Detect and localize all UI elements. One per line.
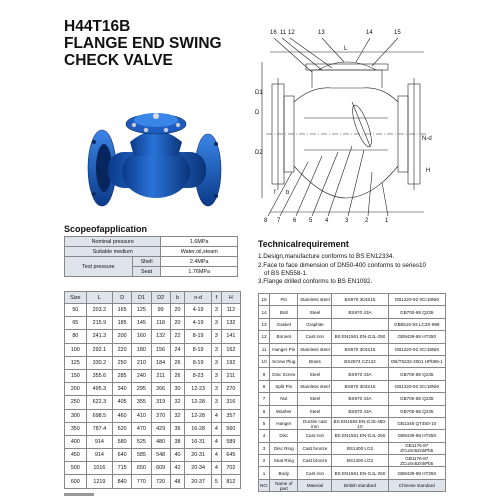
dimensions-cell: 914 [86, 435, 112, 448]
dimensions-cell: 32 [170, 396, 184, 409]
parts-cell: 15 [259, 294, 270, 306]
dimensions-cell: 4 [212, 449, 222, 462]
dimensions-cell: 560 [221, 422, 240, 435]
parts-cell: BS970 43A [332, 368, 388, 380]
parts-header-cell: Material [298, 479, 332, 491]
dimensions-cell: 840 [113, 475, 132, 488]
parts-cell: Disc Ring [270, 442, 298, 454]
dimensions-cell: 5 [212, 475, 222, 488]
parts-cell: BS EN1561 EN-GJL-250 [332, 331, 388, 343]
dimensions-body [65, 304, 241, 489]
parts-cell [332, 318, 388, 330]
dimensions-cell: 330.2 [86, 356, 112, 369]
dimensions-cell: 26 [170, 369, 184, 382]
parts-row [259, 318, 446, 330]
dimensions-cell: 600 [65, 475, 87, 488]
col-l: L [86, 292, 112, 304]
parts-cell: BS970 43A [332, 393, 388, 405]
dimensions-cell: 316 [221, 396, 240, 409]
dimensions-row [65, 475, 241, 488]
dimensions-cell: 250 [113, 356, 132, 369]
dimensions-cell: 3 [212, 330, 222, 343]
parts-cell: 2 [259, 455, 270, 467]
dimensions-cell: 156 [151, 343, 170, 356]
callout-13: 13 [318, 30, 325, 36]
dimensions-row [65, 396, 241, 409]
dimensions-cell: 4-19 [185, 304, 212, 317]
parts-cell: GB1220-92 0Cr18Ni9 [388, 343, 445, 355]
parts-cell: GB9439-88 HT250 [388, 430, 445, 442]
parts-cell: Ductile cast iron [298, 417, 332, 429]
parts-cell: Cast bronze [298, 442, 332, 454]
tech-line-1: 1.Design,manufacture conforms to BS EN12334. [258, 253, 395, 261]
dimensions-cell: 650 [132, 462, 151, 475]
parts-cell: Washer [270, 405, 298, 417]
dimensions-cell: 1219 [86, 475, 112, 488]
dimensions-cell: 12-28 [185, 409, 212, 422]
parts-cell: 12 [259, 331, 270, 343]
parts-cell: GB1176-87 ZCuSn5Zn5Pb5 [388, 442, 445, 454]
dimensions-cell: 145 [132, 317, 151, 330]
parts-cell: GB1348 QT450-10 [388, 417, 445, 429]
dimensions-cell: 165 [113, 304, 132, 317]
dim-label-b: b [286, 190, 290, 196]
dimensions-cell: 429 [151, 422, 170, 435]
dim-label-d1: D1 [255, 90, 263, 96]
parts-cell: Split Pin [270, 380, 298, 392]
parts-header-row [259, 479, 446, 491]
dimensions-row [65, 304, 241, 317]
dimensions-cell: 500 [65, 462, 87, 475]
scope-heading: Scopeofapplication [64, 224, 148, 234]
parts-cell: GB700-88 Q235 [388, 368, 445, 380]
dimensions-cell: 211 [151, 369, 170, 382]
dim-label-d2: D2 [255, 150, 263, 156]
dimensions-cell: 8-23 [185, 369, 212, 382]
dimensions-cell: 292.1 [86, 343, 112, 356]
dimensions-cell: 3 [212, 317, 222, 330]
parts-cell: GB5516-93 LC3S-999 [388, 318, 445, 330]
parts-cell: Hanger Pin [270, 343, 298, 355]
dimensions-cell: 48 [170, 475, 184, 488]
dimensions-row [65, 343, 241, 356]
dimensions-cell: 702 [221, 462, 240, 475]
dimensions-cell: 26 [170, 356, 184, 369]
parts-cell: BS EN1563 EN-GJS-450-10 [333, 418, 387, 429]
dimensions-cell: 585 [132, 449, 151, 462]
dimensions-cell: 355.6 [86, 369, 112, 382]
parts-cell: GB1176-87 ZCuSn5Zn5Pb5 [388, 455, 445, 467]
dimensions-cell: 787.4 [86, 422, 112, 435]
parts-header-cell: NO. [259, 479, 270, 491]
dimensions-cell: 8-19 [185, 330, 212, 343]
nominal-pressure-value: 1.6MPa [161, 237, 238, 247]
dimensions-cell: 1016 [86, 462, 112, 475]
parts-header-cell: British standard [332, 479, 388, 491]
dimensions-cell: 4 [212, 462, 222, 475]
parts-cell: Stainless steel [298, 294, 332, 306]
dimensions-cell: 525 [132, 435, 151, 448]
dimensions-cell: 770 [132, 475, 151, 488]
dimensions-cell: 241.3 [86, 330, 112, 343]
dimensions-cell: 4-19 [185, 317, 212, 330]
col-h: H [221, 292, 240, 304]
dimensions-cell: 450 [65, 449, 87, 462]
sectional-drawing [252, 22, 442, 222]
parts-table [258, 293, 446, 492]
dim-label-f: f [274, 190, 276, 196]
dimensions-cell: 132 [221, 317, 240, 330]
parts-row [259, 380, 446, 392]
title-line-valve: CHECK VALVE [64, 52, 173, 69]
dimensions-cell: 698.5 [86, 409, 112, 422]
dimensions-cell: 3 [212, 356, 222, 369]
parts-cell: Steel [298, 393, 332, 405]
dimensions-cell: 50 [65, 304, 87, 317]
parts-cell: Nut [270, 393, 298, 405]
dimensions-cell: 8-19 [185, 356, 212, 369]
dimensions-row [65, 330, 241, 343]
parts-cell: GB9439-88 HT250 [388, 467, 445, 479]
parts-cell: Graphite [298, 318, 332, 330]
dimensions-cell: 720 [151, 475, 170, 488]
dimensions-row [65, 449, 241, 462]
dimensions-cell: 150 [65, 369, 87, 382]
dimensions-cell: 319 [151, 396, 170, 409]
dimensions-cell: 3 [212, 369, 222, 382]
dimensions-cell: 3 [212, 343, 222, 356]
dimensions-cell: 160 [132, 330, 151, 343]
dimensions-cell: 12-28 [185, 396, 212, 409]
dimensions-row [65, 369, 241, 382]
dimensions-cell: 125 [132, 304, 151, 317]
parts-cell: Disc Screw [270, 368, 298, 380]
dimensions-cell: 112 [221, 304, 240, 317]
parts-cell: BS970 43A [332, 405, 388, 417]
parts-cell: BS970 304S15 [332, 294, 388, 306]
shell-value: 2.4MPa [161, 257, 238, 267]
dimensions-cell: 4 [212, 409, 222, 422]
parts-cell: 14 [259, 306, 270, 318]
dimensions-cell: 589 [221, 435, 240, 448]
dimensions-cell: 3 [212, 383, 222, 396]
dimensions-cell: 715 [113, 462, 132, 475]
parts-cell: Steel [298, 405, 332, 417]
callout-14: 14 [366, 30, 373, 36]
parts-cell: Steel [298, 306, 332, 318]
parts-cell: 3 [259, 442, 270, 454]
parts-row [259, 467, 446, 479]
parts-cell: Gasket [270, 318, 298, 330]
callout-16: 16 [270, 30, 277, 36]
parts-cell: BS1400 LG2 [332, 442, 388, 454]
parts-row [259, 442, 446, 454]
parts-cell: BS970 304S15 [332, 343, 388, 355]
dimensions-cell: 295 [132, 383, 151, 396]
parts-cell: GB700-88 Q235 [388, 405, 445, 417]
dimensions-cell: 405 [113, 396, 132, 409]
parts-cell: Cast bronze [298, 455, 332, 467]
col-f: f [212, 292, 222, 304]
seat-value: 1.76MPa [161, 267, 238, 277]
dimensions-cell: 12-23 [185, 383, 212, 396]
dimensions-cell: 3 [212, 396, 222, 409]
parts-cell: Body [270, 467, 298, 479]
parts-cell: Stainless steel [298, 380, 332, 392]
dimensions-cell: 184 [151, 356, 170, 369]
dimensions-cell: 400 [65, 435, 87, 448]
parts-cell: Bonnet [270, 331, 298, 343]
parts-cell: BS970 304S15 [332, 380, 388, 392]
parts-row [259, 393, 446, 405]
parts-cell: BS EN1561 EN-GJL-250 [332, 430, 388, 442]
dimensions-cell: 203.2 [86, 304, 112, 317]
tech-line-2: 2.Face to face dimension of DN50-400 conforms to series10 [258, 261, 427, 269]
dimensions-cell: 22 [170, 330, 184, 343]
dimensions-cell: 609 [151, 462, 170, 475]
dimensions-cell: 132 [151, 330, 170, 343]
dimensions-cell: 20-34 [185, 462, 212, 475]
dim-label-l: L [344, 46, 348, 52]
dimensions-cell: 192 [221, 356, 240, 369]
dimensions-cell: 100 [65, 343, 87, 356]
parts-row [259, 355, 446, 367]
scope-table [64, 236, 238, 277]
parts-row [259, 306, 446, 318]
dimensions-cell: 350 [65, 422, 87, 435]
parts-cell: GB1220-92 0Cr18Ni9 [388, 294, 445, 306]
dimensions-cell: 211 [221, 369, 240, 382]
dimensions-cell: 118 [151, 317, 170, 330]
parts-cell: 7 [259, 393, 270, 405]
dimensions-row [65, 462, 241, 475]
dimensions-cell: 812 [221, 475, 240, 488]
test-pressure-label: Test pressure [65, 257, 133, 277]
dimensions-cell: 250 [65, 396, 87, 409]
dimensions-cell: 30 [170, 383, 184, 396]
dimensions-cell: 38 [170, 435, 184, 448]
callout-8: 8 [264, 218, 268, 222]
technical-requirements [258, 240, 448, 286]
parts-cell: 1 [259, 467, 270, 479]
product-title [64, 18, 264, 69]
col-nd: n-d [185, 292, 212, 304]
parts-cell: 11 [259, 343, 270, 355]
tech-heading: Technicalrequirement [258, 239, 349, 249]
medium-value: Water,oil,steam [161, 247, 238, 257]
dimensions-cell: 622.3 [86, 396, 112, 409]
parts-cell: 9 [259, 368, 270, 380]
dimensions-cell: 8-19 [185, 343, 212, 356]
parts-cell: 8 [259, 380, 270, 392]
footer-mark [64, 493, 94, 496]
callout-6: 6 [293, 218, 297, 222]
col-b: b [170, 292, 184, 304]
callout-3: 3 [345, 218, 349, 222]
parts-cell: Seat Ring [270, 455, 298, 467]
dimensions-cell: 520 [113, 422, 132, 435]
dimensions-cell: 200 [113, 330, 132, 343]
parts-cell: Cast iron [298, 430, 332, 442]
dimensions-cell: 20 [170, 317, 184, 330]
dimensions-cell: 20-37 [185, 475, 212, 488]
callout-5: 5 [309, 218, 313, 222]
parts-cell: 5 [259, 417, 270, 429]
dimensions-cell: 24 [170, 343, 184, 356]
parts-cell: Brass [298, 355, 332, 367]
parts-row [259, 331, 446, 343]
tech-line-4: 3.Flange drilled conforms to BS EN1092. [258, 278, 373, 286]
dimensions-cell: 460 [113, 409, 132, 422]
parts-cell: GB1220-92 0Cr18Ni9 [388, 380, 445, 392]
dimensions-cell: 42 [170, 462, 184, 475]
parts-cell: BS1400 LG2 [332, 455, 388, 467]
dimensions-cell: 125 [65, 356, 87, 369]
dimensions-cell: 548 [151, 449, 170, 462]
title-line-type: FLANGE END SWING [64, 35, 222, 52]
dimensions-row [65, 356, 241, 369]
dimensions-row [65, 409, 241, 422]
col-d2: D2 [151, 292, 170, 304]
parts-cell: BS970 43A [332, 306, 388, 318]
col-d1: D1 [132, 292, 151, 304]
medium-label: Suitable medium [65, 247, 161, 257]
parts-cell: Disc [270, 430, 298, 442]
parts-header-cell: Name of part [270, 479, 298, 491]
callout-1: 1 [385, 218, 389, 222]
dimensions-cell: 357 [221, 409, 240, 422]
callout-7: 7 [277, 218, 281, 222]
dimensions-cell: 20-31 [185, 449, 212, 462]
dimensions-cell: 210 [132, 356, 151, 369]
dimensions-row [65, 317, 241, 330]
parts-cell: BS2874 CZ122 [332, 355, 388, 367]
dimensions-cell: 270 [221, 383, 240, 396]
dimensions-cell: 20 [170, 304, 184, 317]
dimensions-cell: 4 [212, 435, 222, 448]
parts-cell: Pin [270, 294, 298, 306]
parts-row [259, 294, 446, 306]
parts-row [259, 343, 446, 355]
parts-cell: 13 [259, 318, 270, 330]
dimensions-cell: 480 [151, 435, 170, 448]
dimensions-row [65, 383, 241, 396]
dimensions-cell: 640 [113, 449, 132, 462]
dimensions-cell: 355 [132, 396, 151, 409]
dimensions-row [65, 435, 241, 448]
dimensions-cell: 470 [132, 422, 151, 435]
parts-cell: 4 [259, 430, 270, 442]
dimensions-cell: 240 [132, 369, 151, 382]
parts-cell: GB/T5232-2001 HPb59-1 [388, 355, 445, 367]
parts-cell: Bolt [270, 306, 298, 318]
parts-cell: Screw Plug [270, 355, 298, 367]
dimensions-cell: 580 [113, 435, 132, 448]
callout-2: 2 [365, 218, 369, 222]
parts-cell: Stainless steel [298, 343, 332, 355]
col-size: Size [65, 292, 87, 304]
dimensions-cell: 40 [170, 449, 184, 462]
shell-label: Shell [132, 257, 161, 267]
nominal-pressure-label: Nominal pressure [65, 237, 161, 247]
dimensions-table [64, 291, 241, 489]
dimensions-cell: 80 [65, 330, 87, 343]
col-d: D [113, 292, 132, 304]
dimensions-cell: 4 [212, 422, 222, 435]
callout-15: 15 [394, 30, 401, 36]
dimensions-cell: 16-28 [185, 422, 212, 435]
parts-row [259, 455, 446, 467]
parts-row [259, 417, 446, 429]
callout-11: 11 [280, 30, 287, 36]
parts-header-cell: Chinese standard [388, 479, 445, 491]
dimensions-cell: 3 [212, 304, 222, 317]
dimensions-cell: 645 [221, 449, 240, 462]
dim-label-h: H [426, 168, 431, 174]
parts-cell: GB700-88 Q235 [388, 393, 445, 405]
parts-cell: GB9439-88 HT250 [388, 331, 445, 343]
dimensions-cell: 185 [113, 317, 132, 330]
dimensions-cell: 162 [221, 343, 240, 356]
parts-cell: 10 [259, 355, 270, 367]
dimensions-cell: 285 [113, 369, 132, 382]
dimensions-cell: 370 [151, 409, 170, 422]
dimensions-cell: 32 [170, 409, 184, 422]
dimensions-cell: 220 [113, 343, 132, 356]
dimensions-header-row [65, 292, 241, 304]
parts-row [259, 430, 446, 442]
tech-line-3: of BS EN558-1. [264, 269, 308, 277]
parts-body [259, 294, 446, 492]
dimensions-cell: 495.3 [86, 383, 112, 396]
parts-cell: Hanger [270, 417, 298, 429]
seat-label: Seat [132, 267, 161, 277]
dimensions-cell: 410 [132, 409, 151, 422]
parts-row [259, 368, 446, 380]
parts-cell: Cast iron [298, 467, 332, 479]
dimensions-cell: 141 [221, 330, 240, 343]
dimensions-cell: 200 [65, 383, 87, 396]
dimensions-cell: 266 [151, 383, 170, 396]
dimensions-cell: 340 [113, 383, 132, 396]
dimensions-cell: 65 [65, 317, 87, 330]
dimensions-cell: 300 [65, 409, 87, 422]
dimensions-row [65, 422, 241, 435]
parts-cell: Steel [298, 368, 332, 380]
dimensions-cell: 99 [151, 304, 170, 317]
callout-12: 12 [288, 30, 295, 36]
dimensions-cell: 36 [170, 422, 184, 435]
dimensions-cell: 180 [132, 343, 151, 356]
dimensions-cell: 16-31 [185, 435, 212, 448]
dim-label-d: D [255, 110, 260, 116]
dimensions-cell: 914 [86, 449, 112, 462]
parts-cell: GB700-88 Q235 [388, 306, 445, 318]
valve-photo [80, 90, 230, 215]
parts-row [259, 405, 446, 417]
title-line-model: H44T16B [64, 18, 131, 35]
dimensions-cell: 215.9 [86, 317, 112, 330]
parts-cell: BS EN1561 EN-GJL-250 [332, 467, 388, 479]
parts-cell: 6 [259, 405, 270, 417]
parts-cell: Cast iron [298, 331, 332, 343]
dim-label-nd: N-d [422, 136, 432, 142]
callout-4: 4 [325, 218, 329, 222]
